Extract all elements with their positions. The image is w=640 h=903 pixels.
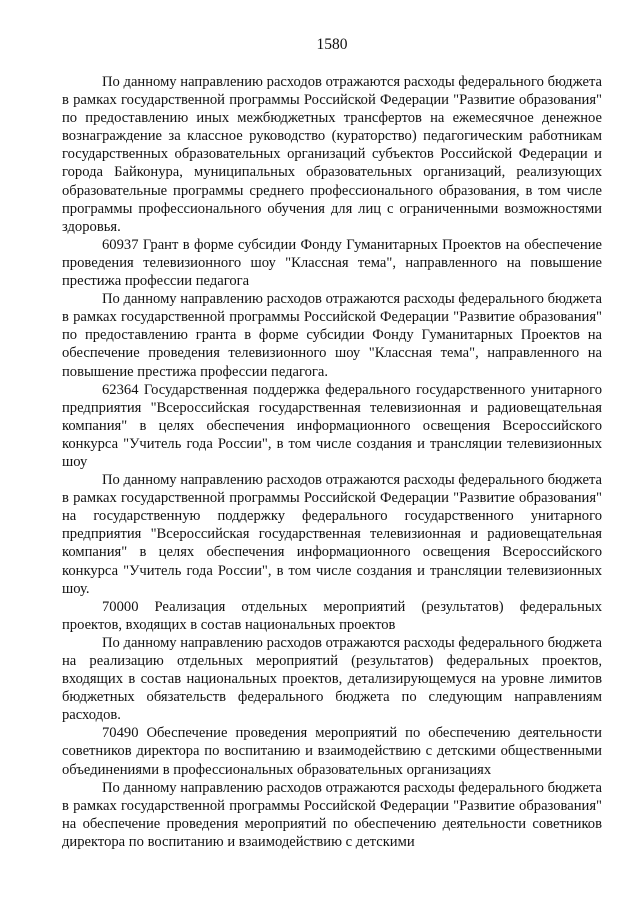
paragraph-code-62364: 62364 Государственная поддержка федерального государственного унитарного предприятия "Всероссийская государственная телевизионная и радиовещательная компания" в целях обеспечения информационного освещения Всероссийского конкурса "Учитель года России", в том числе создания и трансляции телевизионных шоу — [62, 381, 602, 470]
paragraph-expense-description: По данному направлению расходов отражаются расходы федерального бюджета в рамках государственной программы Российской Федерации "Развитие образования" по предоставлению гранта в форме субсидии Фонду Гуманитарных Проектов на обеспечение проведения телевизионного шоу "Классная тема", направленного на повышение престижа профессии педагога. — [62, 291, 602, 380]
paragraph-expense-description: По данному направлению расходов отражаются расходы федерального бюджета в рамках государственной программы Российской Федерации "Развитие образования" на обеспечение проведения мероприятий по обеспечению деятельности советников директора по воспитанию и взаимодействию с детскими — [62, 779, 602, 850]
page-number: 1580 — [316, 36, 348, 53]
paragraph-code-70490: 70490 Обеспечение проведения мероприятий по обеспечению деятельности советников директора по воспитанию и взаимодействию с детскими общественными объединениями в профессиональных образовательных организациях — [62, 725, 602, 778]
paragraph-expense-description: По данному направлению расходов отражаются расходы федерального бюджета в рамках государственной программы Российской Федерации "Развитие образования" по предоставлению иных межбюджетных трансфертов на ежемесячное денежное вознаграждение за классное руководство (кураторство) педагогическим работникам государственных образовательных организаций субъектов Российской Федерации и города Байконура, муниципальных образовательных организаций, реализующих образовательные программы среднего профессионального образования, в том числе программы профессионального обучения для лиц с ограниченными возможностями здоровья. — [62, 74, 602, 235]
paragraph-expense-description: По данному направлению расходов отражаются расходы федерального бюджета в рамках государственной программы Российской Федерации "Развитие образования" на государственную поддержку федерального государственного унитарного предприятия "Всероссийская государственная телевизионная и радиовещательная компания" в целях обеспечения информационного освещения Всероссийского конкурса "Учитель года России", в том числе создания и трансляции телевизионных шоу. — [62, 472, 602, 597]
paragraph-code-60937: 60937 Грант в форме субсидии Фонду Гуманитарных Проектов на обеспечение проведения телевизионного шоу "Классная тема", направленного на повышение престижа профессии педагога — [62, 236, 602, 290]
paragraph-code-70000: 70000 Реализация отдельных мероприятий (результатов) федеральных проектов, входящих в состав национальных проектов — [62, 598, 602, 633]
document-body — [62, 73, 602, 851]
paragraph-expense-description: По данному направлению расходов отражаются расходы федерального бюджета на реализацию отдельных мероприятий (результатов) федеральных проектов, входящих в состав национальных проектов, детализирующемуся на уровне лимитов бюджетных обязательств федерального бюджета по следующим направлениям расходов. — [62, 634, 602, 724]
